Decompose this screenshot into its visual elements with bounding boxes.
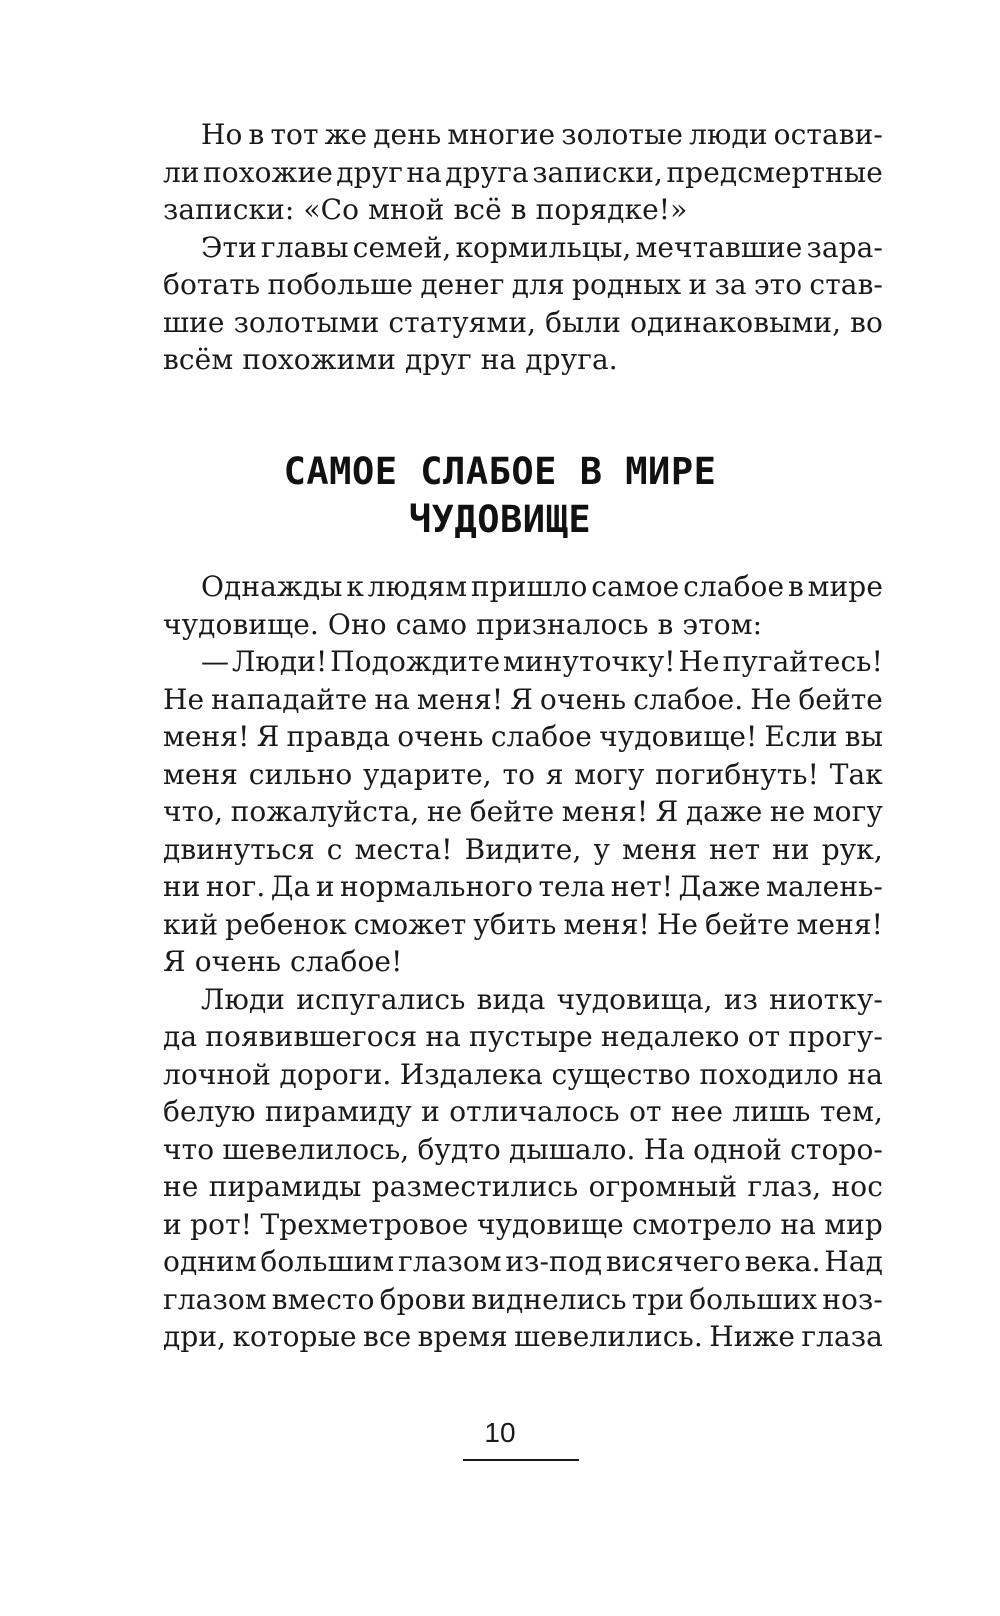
word: друга <box>445 155 529 189</box>
word: походило <box>699 1057 839 1091</box>
text-line <box>163 116 883 154</box>
word: от <box>629 1095 662 1128</box>
word: глазом <box>163 1282 267 1316</box>
text-line: Я очень слабое! <box>163 945 403 978</box>
word: на <box>406 155 442 189</box>
word: погибнуть! <box>655 757 820 791</box>
text-line <box>163 1168 883 1206</box>
word: слабое <box>490 720 592 753</box>
word: Трехметровое <box>260 1207 469 1241</box>
word: которые <box>232 1320 357 1353</box>
word: ударите, <box>363 757 492 791</box>
word: сторо- <box>790 1132 883 1166</box>
word: Однажды <box>201 570 343 603</box>
word: пугайтесь! <box>722 645 883 678</box>
word: денег <box>420 268 505 301</box>
word: шевелилось, <box>222 1132 410 1166</box>
word: что, <box>163 795 224 828</box>
word: меня! <box>796 907 883 941</box>
text-line <box>163 304 883 342</box>
word: и <box>421 1095 440 1128</box>
word: Люди! <box>231 645 328 678</box>
word: висячего <box>605 1245 741 1278</box>
word: ниотку- <box>769 982 883 1016</box>
text-line <box>163 756 883 794</box>
text-line <box>163 1318 883 1356</box>
text-line <box>163 1056 883 1094</box>
word: мир <box>824 1207 883 1241</box>
word: Но <box>201 118 243 151</box>
word: бейте <box>469 795 555 828</box>
word: огромный <box>588 1170 738 1203</box>
word: Если <box>764 720 838 753</box>
word: убить <box>473 907 557 941</box>
word: Не <box>656 907 699 941</box>
word: самое <box>591 570 680 603</box>
text-line: чудовище. Оно само призналось в этом: <box>163 607 763 641</box>
chapter-title-line-2: ЧУДОВИЩЕ <box>408 498 592 541</box>
word: ребенок <box>225 907 347 941</box>
page-number: 10 <box>484 1417 516 1448</box>
word: я <box>545 757 564 791</box>
word: большим <box>260 1245 395 1278</box>
word: Не <box>750 682 792 716</box>
word: века. <box>744 1245 821 1278</box>
word: глаза <box>801 1320 883 1353</box>
word: и <box>163 1207 182 1241</box>
word: правда <box>286 720 391 753</box>
text-line <box>163 906 883 944</box>
word: недалеко <box>600 1020 740 1053</box>
word: не <box>163 1170 199 1203</box>
word: предсмертные <box>666 155 883 189</box>
word: ног. <box>205 870 266 903</box>
word: глазом <box>398 1245 502 1278</box>
word: прогу- <box>788 1020 883 1053</box>
word: очень <box>539 682 627 716</box>
word: то <box>502 757 536 791</box>
word: бейте <box>704 907 790 941</box>
word: белую <box>163 1095 256 1128</box>
word: меня <box>622 832 698 866</box>
word: испугались <box>296 982 466 1016</box>
word: Люди <box>201 982 286 1016</box>
word: людям <box>367 570 468 603</box>
word: слабое. <box>633 682 744 716</box>
word: нее <box>670 1095 724 1128</box>
word: Да <box>270 870 311 903</box>
word: ни <box>163 870 201 903</box>
word: родных <box>571 268 682 301</box>
word: виднелись <box>471 1282 627 1316</box>
word: больших <box>689 1282 818 1316</box>
word: сильно <box>248 757 353 791</box>
word: чудовище! <box>599 720 758 753</box>
word: меня <box>163 757 239 791</box>
word: золотыми <box>233 305 380 339</box>
word: похожие <box>203 155 333 189</box>
word: у <box>593 832 611 866</box>
text-line <box>163 266 883 304</box>
word: дри, <box>163 1320 227 1353</box>
word: сможет <box>353 907 467 941</box>
word: разместились <box>371 1170 579 1203</box>
word: будто <box>417 1132 501 1166</box>
word: кий <box>163 907 219 941</box>
word: ботать <box>163 268 261 301</box>
word: из-под <box>505 1245 603 1278</box>
word: от <box>747 1020 781 1053</box>
word: глаз, <box>747 1170 822 1203</box>
word: дороги. <box>279 1057 392 1091</box>
word: одним <box>163 1245 257 1278</box>
word: статуями, <box>388 305 537 339</box>
word: смотрело <box>632 1207 772 1241</box>
word: же <box>324 118 368 151</box>
text-line <box>163 1093 883 1131</box>
word: семей, <box>352 230 452 264</box>
text-line <box>163 1281 883 1319</box>
word: меня! <box>563 907 650 941</box>
word: мечтавшие <box>635 230 803 264</box>
word: лочной <box>163 1057 271 1091</box>
word: друг <box>336 155 403 189</box>
word: Над <box>824 1245 883 1278</box>
word: Эти <box>201 230 257 264</box>
word: не <box>426 795 463 828</box>
word: существо <box>551 1057 691 1091</box>
body-paragraphs <box>163 568 883 1356</box>
word: зара- <box>806 230 883 264</box>
word: кормильцы, <box>455 230 632 264</box>
word: слабое <box>683 570 785 603</box>
word: на <box>780 1207 816 1241</box>
word: пирамиду <box>264 1095 412 1128</box>
word: лишь <box>732 1095 811 1128</box>
word: пожалуйста, <box>230 795 420 828</box>
word: меня! <box>416 682 504 716</box>
word: ли <box>163 155 200 189</box>
word: пустыре <box>469 1020 593 1053</box>
word: бейте <box>798 682 883 716</box>
word: очень <box>397 720 484 753</box>
word: ноз- <box>822 1282 883 1316</box>
word: записки, <box>532 155 664 189</box>
text-line: записки: «Со мной всё в порядке!» <box>163 193 688 226</box>
word: тела <box>538 870 606 903</box>
word: ни <box>772 832 810 866</box>
word: во <box>850 305 883 339</box>
text-line <box>163 229 883 267</box>
text-line <box>163 1131 883 1169</box>
word: вместо <box>271 1282 375 1316</box>
word: отличалось <box>449 1095 620 1128</box>
text-line <box>163 718 883 756</box>
word: Подождите <box>330 645 501 678</box>
word: Не <box>678 645 720 678</box>
word: Издалека <box>399 1057 543 1091</box>
word: нет! <box>610 870 674 903</box>
word: все <box>362 1320 412 1353</box>
text-line <box>163 1206 883 1244</box>
word: с <box>326 832 343 866</box>
text-line <box>163 831 883 869</box>
word: даже <box>685 795 763 828</box>
word: и <box>688 268 708 301</box>
word: побольше <box>267 268 414 301</box>
word: нос <box>831 1170 883 1203</box>
word: Не <box>163 682 205 716</box>
word: брови <box>379 1282 467 1316</box>
word: время <box>417 1320 508 1353</box>
word: да <box>163 1020 198 1053</box>
text-line <box>163 643 883 681</box>
word: малень- <box>766 870 883 903</box>
word: на <box>847 1057 883 1091</box>
word: люди <box>689 118 768 151</box>
word: появившегося <box>205 1020 418 1053</box>
word: мире <box>807 570 883 603</box>
word: Я <box>510 682 533 716</box>
word: Я <box>655 795 679 828</box>
word: шие <box>163 305 225 339</box>
word: вы <box>844 720 883 753</box>
word: на <box>425 1020 461 1053</box>
word: золотые <box>561 118 684 151</box>
word: и <box>315 870 335 903</box>
text-line: всём похожими друг на друга. <box>163 343 618 376</box>
text-line <box>163 681 883 719</box>
word: остави- <box>773 118 883 151</box>
word: нападайте <box>211 682 368 716</box>
word: в <box>248 118 265 151</box>
word: за <box>714 268 747 301</box>
word: дышало. <box>509 1132 636 1166</box>
word: не <box>769 795 806 828</box>
text-line <box>163 793 883 831</box>
word: рот! <box>190 1207 253 1241</box>
word: меня! <box>561 795 649 828</box>
word: были <box>545 305 622 339</box>
word: чудовище <box>476 1207 624 1241</box>
word: это <box>753 268 803 301</box>
word: рук, <box>821 832 883 866</box>
word: тем, <box>819 1095 883 1128</box>
word: Так <box>829 757 883 791</box>
word: к <box>346 570 364 603</box>
word: пирамиды <box>208 1170 362 1203</box>
word: На <box>643 1132 685 1166</box>
word: в <box>787 570 804 603</box>
word: тот <box>270 118 319 151</box>
word: став- <box>809 268 883 301</box>
word: для <box>511 268 565 301</box>
word: двинуться <box>163 832 315 866</box>
word: день <box>373 118 442 151</box>
word: Ниже <box>709 1320 795 1353</box>
text-line <box>163 154 883 192</box>
word: могу <box>812 795 883 828</box>
text-line <box>163 1243 883 1281</box>
word: чудовища, <box>556 982 713 1016</box>
word: что <box>163 1132 215 1166</box>
word: нормального <box>339 870 534 903</box>
word: многие <box>447 118 556 151</box>
text-line <box>163 981 883 1019</box>
word: три <box>631 1282 685 1316</box>
word: Даже <box>678 870 761 903</box>
intro-paragraphs <box>163 116 883 379</box>
word: одной <box>693 1132 782 1166</box>
word: одинаковыми, <box>630 305 842 339</box>
text-line <box>163 1018 883 1056</box>
chapter-title-line-1: САМОЕ СЛАБОЕ В МИРЕ <box>283 450 717 493</box>
word: Видите, <box>464 832 582 866</box>
page-number-rule <box>463 1459 579 1461</box>
word: шевелились. <box>514 1320 703 1353</box>
word: места! <box>354 832 453 866</box>
word: минуточку! <box>503 645 676 678</box>
word: на <box>374 682 410 716</box>
word: меня! <box>163 720 250 753</box>
word: из <box>723 982 758 1016</box>
word: главы <box>260 230 349 264</box>
word: Я <box>256 720 280 753</box>
word: пришло <box>470 570 588 603</box>
word: вида <box>476 982 546 1016</box>
word: — <box>201 645 230 678</box>
text-line <box>163 568 883 606</box>
text-line <box>163 868 883 906</box>
word: нет <box>709 832 761 866</box>
word: могу <box>574 757 645 791</box>
